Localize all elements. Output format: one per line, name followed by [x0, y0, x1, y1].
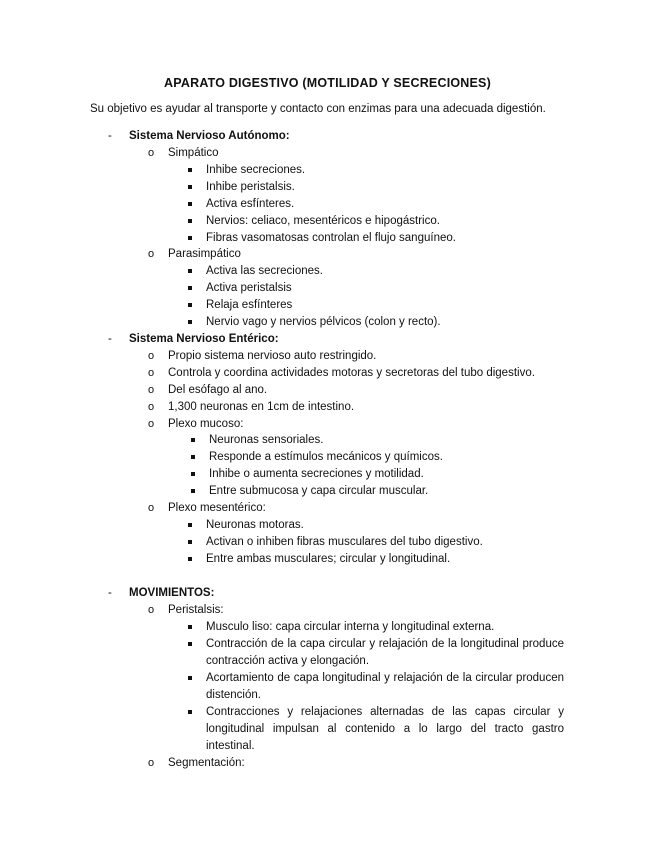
circle-marker: o	[148, 502, 155, 514]
document-page: APARATO DIGESTIVO (MOTILIDAD Y SECRECIONES) Su objetivo es ayudar al transporte y contacto con enzimas para una adecuada digestión. - Sistema Nervioso Autónomo: o Simpático Inhibe secreciones. Inhibe peristalsis. Activa esfínteres. Nervios: celiaco, mesentéricos e hipogástrico. Fibras vasomatosas controlan el flujo sanguíneo. o Parasimpático Activa las secreciones. Activa peristalsis Relaja esfínteres Nervio vago y nervios pélvicos (colon y recto). - Sistema Nervioso Entérico: o Propio sistema nervioso auto restringido. o Controla y coordina actividades motoras y secretoras del tubo digestivo. o Del esófago al ano. o 1,300 neuronas en 1cm de intestino. o Plexo mucoso: Neuronas sensoriales. Responde a estímulos mecánicos y químicos. Inhibe o aumenta secreciones y motilidad. Entre submucosa y capa circular muscular. o Plexo mesentérico: Neuronas motoras. Activan o inhiben fibras musculares del tubo digestivo. Entre ambas musculares; circular y longitudinal. - MOVIMIENTOS: o Peristalsis: Musculo liso: capa circular interna y longitudinal externa. Contracción de la capa circular y relajación de la longitudinal produce contracción activa y elongación. Acortamiento de capa longitudinal y relajación de la circular producen distención. Contracciones y relajaciones alternadas de las capas circular y longitudinal impulsan al contenido a lo largo del tracto gastro intestinal. o Segmentación:	[0, 0, 655, 848]
square-bullet-icon	[188, 676, 192, 680]
circle-marker: o	[148, 248, 155, 260]
square-bullet-icon	[188, 710, 192, 714]
dash-marker: -	[108, 333, 112, 345]
dash-marker: -	[108, 130, 112, 142]
subsection-label: Segmentación:	[168, 757, 245, 769]
circle-marker: o	[148, 757, 155, 769]
circle-marker: o	[148, 147, 155, 159]
square-bullet-icon	[188, 557, 192, 561]
square-bullet-icon	[188, 236, 192, 240]
subsection-label: Plexo mucoso:	[168, 418, 244, 430]
circle-marker: o	[148, 604, 155, 616]
square-bullet-icon	[188, 303, 192, 307]
square-bullet-icon	[188, 219, 192, 223]
dash-marker: -	[108, 587, 112, 599]
square-bullet-icon	[188, 286, 192, 290]
square-bullet-icon	[191, 472, 195, 476]
square-bullet-icon	[188, 185, 192, 189]
square-bullet-icon	[188, 202, 192, 206]
section-heading: Sistema Nervioso Autónomo:	[129, 130, 290, 142]
circle-marker: o	[148, 367, 155, 379]
subsection-label: Parasimpático	[168, 248, 241, 260]
square-bullet-icon	[188, 642, 192, 646]
subsection-label: Peristalsis:	[168, 604, 224, 616]
section-heading: MOVIMIENTOS:	[129, 587, 215, 599]
square-bullet-icon	[188, 320, 192, 324]
circle-marker: o	[148, 418, 155, 430]
square-bullet-icon	[188, 269, 192, 273]
square-bullet-icon	[188, 540, 192, 544]
square-bullet-icon	[188, 168, 192, 172]
subsection-label: Plexo mesentérico:	[168, 502, 266, 514]
document-title: APARATO DIGESTIVO (MOTILIDAD Y SECRECIONES)	[164, 76, 491, 90]
square-bullet-icon	[191, 489, 195, 493]
circle-marker: o	[148, 350, 155, 362]
square-bullet-icon	[188, 625, 192, 629]
circle-marker: o	[148, 401, 155, 413]
subsection-label: Simpático	[168, 147, 219, 159]
square-bullet-icon	[188, 523, 192, 527]
section-heading: Sistema Nervioso Entérico:	[129, 333, 279, 345]
square-bullet-icon	[191, 455, 195, 459]
intro-paragraph: Su objetivo es ayudar al transporte y contacto con enzimas para una adecuada digestión.	[90, 103, 546, 115]
circle-marker: o	[148, 384, 155, 396]
square-bullet-icon	[191, 438, 195, 442]
